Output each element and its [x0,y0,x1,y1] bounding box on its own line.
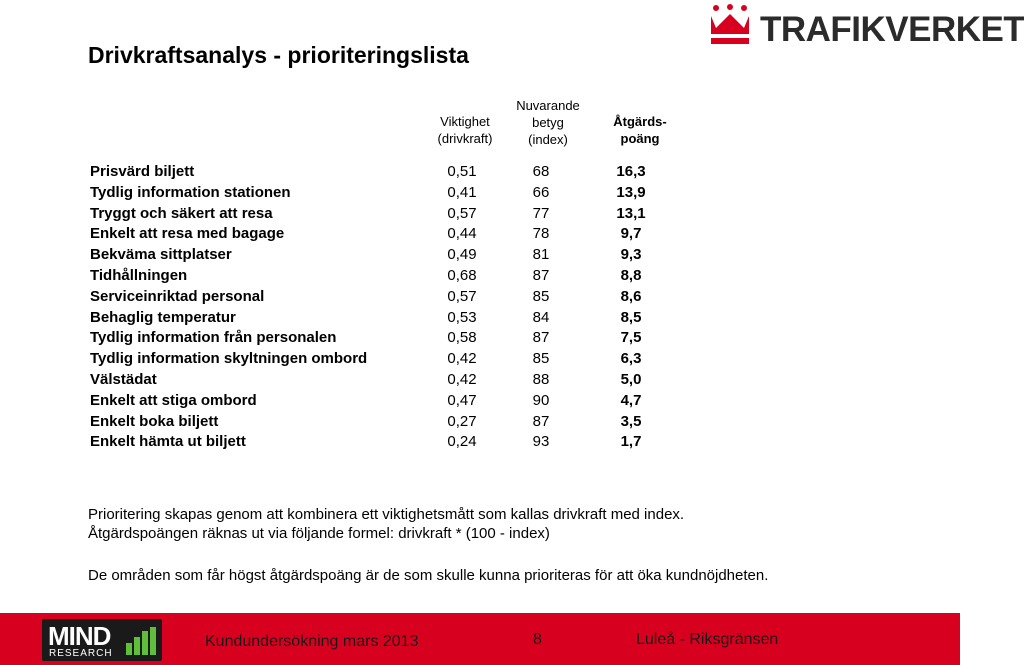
brand-name: TRAFIKVERKET [760,10,1024,49]
row-index: 85 [532,287,550,305]
column-header-line: poäng [620,131,660,146]
trafikverket-logo [706,4,1024,50]
row-atgardspoang: 4,7 [620,391,642,409]
row-label: Serviceinriktad personal [90,287,265,305]
row-label: Tydlig information stationen [90,183,291,201]
row-atgardspoang: 13,1 [616,204,646,222]
row-atgardspoang: 9,7 [620,225,642,243]
row-index: 88 [532,370,550,388]
column-header-line: (drivkraft) [437,131,493,146]
row-label: Bekväma sittplatser [90,246,232,264]
bar-chart-icon [126,627,156,655]
row-atgardspoang: 9,3 [620,246,642,264]
row-index: 68 [532,163,550,180]
page-number: 8 [533,631,542,648]
footer-bar [0,613,960,665]
row-index: 84 [532,308,550,326]
row-atgardspoang: 16,3 [616,163,646,180]
row-atgardspoang: 3,5 [620,412,642,430]
crown-icon [708,4,752,50]
column-header-line: (index) [528,132,568,147]
row-index: 87 [532,412,550,430]
note-slutsats: De områden som får högst åtgärdspoäng är de som skulle kunna prioriteras för att öka kundnöjdheten. [88,567,769,584]
row-atgardspoang: 1,7 [620,433,642,451]
logo-main-text: MIND [48,621,111,651]
row-viktighet: 0,49 [447,246,477,264]
row-atgardspoang: 5,0 [620,370,642,388]
column-header-viktighet [425,113,505,147]
row-viktighet: 0,27 [447,412,477,430]
row-label: Enkelt att stiga ombord [90,391,257,409]
row-label: Enkelt att resa med bagage [90,225,285,243]
row-atgardspoang: 6,3 [620,350,642,368]
row-label: Behaglig temperatur [90,308,236,326]
column-header-line: betyg [532,115,564,130]
note-formel: Åtgärdspoängen räknas ut via följande formel: drivkraft * (100 - index) [88,525,550,542]
row-index: 90 [532,391,550,409]
logo-sub-text: RESEARCH [49,648,113,659]
row-index: 77 [532,204,550,222]
row-label: Välstädat [90,370,157,388]
row-viktighet: 0,41 [447,183,477,201]
row-viktighet: 0,44 [447,225,477,243]
row-index: 85 [532,350,550,368]
row-atgardspoang: 13,9 [616,183,646,201]
row-atgardspoang: 8,5 [620,308,642,326]
row-label: Enkelt hämta ut biljett [90,433,246,451]
row-label: Tryggt och säkert att resa [90,204,273,222]
row-viktighet: 0,42 [447,370,477,388]
row-viktighet: 0,57 [447,287,477,305]
row-index: 81 [532,246,550,264]
row-label: Tidhållningen [90,266,188,284]
column-header-line: Åtgärds- [613,114,667,129]
row-viktighet: 0,42 [447,350,477,368]
column-header-line: Viktighet [440,114,490,129]
row-viktighet: 0,51 [447,163,477,180]
row-atgardspoang: 8,8 [620,266,642,284]
row-viktighet: 0,53 [447,308,477,326]
row-index: 78 [532,225,550,243]
row-viktighet: 0,68 [447,266,477,284]
column-header-line: Nuvarande [516,98,580,113]
row-label: Tydlig information från personalen [90,329,337,347]
column-header-index [508,97,588,148]
row-viktighet: 0,58 [447,329,477,347]
row-index: 87 [532,329,550,347]
footer-survey: Kundundersökning mars 2013 [205,633,419,650]
column-header-atgardspoang [600,113,680,147]
row-label: Prisvärd biljett [90,163,195,180]
row-atgardspoang: 7,5 [620,329,642,347]
row-viktighet: 0,47 [447,391,477,409]
note-prioritering: Prioritering skapas genom att kombinera ett viktighetsmått som kallas drivkraft med index. [88,506,685,523]
row-label: Tydlig information skyltningen ombord [90,350,368,368]
row-index: 93 [532,433,550,451]
footer-route: Luleå - Riksgränsen [636,631,779,648]
row-index: 66 [532,183,550,201]
mind-research-logo [42,619,162,661]
row-atgardspoang: 8,6 [620,287,642,305]
row-viktighet: 0,57 [447,204,477,222]
row-index: 87 [532,266,550,284]
row-viktighet: 0,24 [447,433,477,451]
page-title: Drivkraftsanalys - prioriteringslista [88,42,469,68]
row-label: Enkelt boka biljett [90,412,219,430]
